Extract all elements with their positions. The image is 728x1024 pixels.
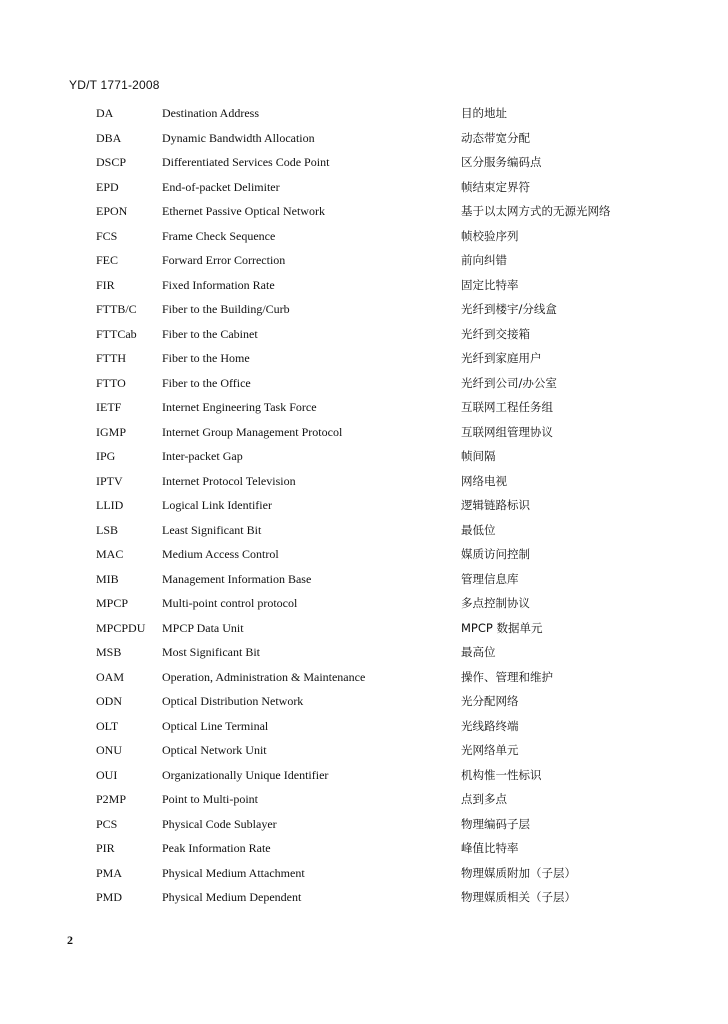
chinese-translation: 机构惟一性标识 (461, 767, 542, 782)
english-expansion: Physical Medium Attachment (162, 865, 305, 880)
abbreviation-row (0, 788, 728, 813)
abbreviation-row (0, 249, 728, 274)
abbreviation-row (0, 494, 728, 519)
abbreviation-term: PMD (96, 890, 123, 904)
abbreviation-term: FEC (96, 253, 119, 267)
abbreviation-row (0, 715, 728, 740)
english-expansion: Point to Multi-point (162, 792, 259, 806)
abbreviation-row (0, 617, 728, 642)
abbreviation-row (0, 127, 728, 152)
chinese-translation: 光纤到公司/办公室 (461, 375, 557, 390)
chinese-translation: 光纤到家庭用户 (461, 351, 542, 365)
abbreviation-row (0, 764, 728, 789)
abbreviation-row (0, 592, 728, 617)
abbreviation-term: IPTV (96, 473, 123, 488)
english-expansion: Fiber to the Cabinet (162, 326, 258, 341)
abbreviation-term: LSB (96, 522, 119, 537)
abbreviation-term: OAM (96, 669, 125, 684)
english-expansion: Internet Protocol Television (162, 473, 296, 488)
abbreviation-term: LLID (96, 498, 124, 512)
abbreviation-term: ONU (96, 743, 122, 757)
english-expansion: Fixed Information Rate (162, 277, 275, 292)
chinese-translation: 管理信息库 (461, 571, 519, 586)
abbreviation-row (0, 421, 728, 446)
abbreviation-term: IGMP (96, 424, 127, 439)
abbreviation-term: IETF (96, 400, 122, 414)
abbreviation-row (0, 396, 728, 421)
abbreviation-term: FCS (96, 228, 118, 243)
chinese-translation: 峰值比特率 (461, 841, 519, 855)
chinese-translation: 媒质访问控制 (461, 547, 530, 561)
english-expansion: Optical Network Unit (162, 743, 267, 757)
chinese-translation: 网络电视 (461, 473, 507, 488)
abbreviation-row (0, 102, 728, 127)
chinese-translation: 最低位 (461, 522, 496, 537)
english-expansion: Ethernet Passive Optical Network (162, 204, 325, 218)
abbreviation-term: EPON (96, 204, 128, 218)
abbreviation-term: MPCPDU (96, 620, 146, 635)
abbreviation-term: IPG (96, 449, 116, 463)
english-expansion: Logical Link Identifier (162, 498, 272, 512)
abbreviation-term: MPCP (96, 596, 129, 610)
english-expansion: Fiber to the Home (162, 351, 250, 365)
page-number: 2 (67, 933, 73, 947)
english-expansion: Management Information Base (162, 571, 312, 586)
abbreviation-term: FTTO (96, 375, 126, 390)
english-expansion: Internet Group Management Protocol (162, 424, 343, 439)
english-expansion: End-of-packet Delimiter (162, 179, 280, 194)
chinese-translation: 基于以太网方式的无源光网络 (461, 204, 611, 218)
abbreviation-term: DSCP (96, 155, 127, 169)
abbreviation-term: P2MP (96, 792, 127, 806)
abbreviation-row (0, 323, 728, 348)
english-expansion: MPCP Data Unit (162, 620, 244, 635)
abbreviation-row (0, 666, 728, 691)
english-expansion: Forward Error Correction (162, 253, 286, 267)
abbreviation-row (0, 886, 728, 911)
chinese-translation: 前向纠错 (461, 253, 507, 267)
abbreviation-row (0, 739, 728, 764)
chinese-translation: 目的地址 (461, 106, 507, 120)
chinese-translation: 物理媒质相关（子层） (461, 890, 576, 904)
chinese-translation: 光纤到交接箱 (461, 326, 530, 341)
abbreviation-term: MIB (96, 571, 119, 586)
english-expansion: Destination Address (162, 106, 259, 120)
chinese-translation: 动态带宽分配 (461, 130, 530, 145)
abbreviation-row (0, 347, 728, 372)
abbreviation-term: FTTB/C (96, 302, 137, 316)
english-expansion: Internet Engineering Task Force (162, 400, 317, 414)
abbreviation-row (0, 641, 728, 666)
english-expansion: Physical Medium Dependent (162, 890, 302, 904)
abbreviation-term: MSB (96, 645, 122, 659)
chinese-translation: 光网络单元 (461, 743, 519, 757)
chinese-translation: 最高位 (461, 645, 496, 659)
english-expansion: Physical Code Sublayer (162, 816, 277, 831)
abbreviation-row (0, 225, 728, 250)
chinese-translation: 多点控制协议 (461, 596, 530, 610)
abbreviation-row (0, 274, 728, 299)
english-expansion: Differentiated Services Code Point (162, 155, 330, 169)
abbreviation-row (0, 200, 728, 225)
chinese-translation: 逻辑链路标识 (461, 498, 530, 512)
chinese-translation: MPCP 数据单元 (461, 620, 543, 635)
abbreviation-term: FTTH (96, 351, 126, 365)
abbreviation-row (0, 519, 728, 544)
chinese-translation: 帧间隔 (461, 449, 496, 463)
english-expansion: Peak Information Rate (162, 841, 271, 855)
abbreviation-row (0, 543, 728, 568)
abbreviation-row (0, 862, 728, 887)
chinese-translation: 帧结束定界符 (461, 179, 530, 194)
english-expansion: Optical Distribution Network (162, 694, 304, 708)
abbreviation-term: DBA (96, 130, 122, 145)
chinese-translation: 光分配网络 (461, 694, 519, 708)
english-expansion: Most Significant Bit (162, 645, 261, 659)
abbreviation-list (0, 102, 728, 911)
english-expansion: Medium Access Control (162, 547, 279, 561)
chinese-translation: 物理媒质附加（子层） (461, 865, 576, 880)
abbreviation-term: PCS (96, 816, 118, 831)
english-expansion: Operation, Administration & Maintenance (162, 669, 366, 684)
abbreviation-term: DA (96, 106, 114, 120)
abbreviation-term: EPD (96, 179, 119, 194)
chinese-translation: 互联网工程任务组 (461, 400, 553, 414)
abbreviation-row (0, 837, 728, 862)
abbreviation-term: PIR (96, 841, 115, 855)
chinese-translation: 光纤到楼宇/分线盒 (461, 302, 557, 316)
english-expansion: Frame Check Sequence (162, 228, 276, 243)
abbreviation-term: ODN (96, 694, 122, 708)
abbreviation-row (0, 298, 728, 323)
chinese-translation: 区分服务编码点 (461, 155, 542, 169)
abbreviation-row (0, 813, 728, 838)
english-expansion: Multi-point control protocol (162, 596, 298, 610)
english-expansion: Dynamic Bandwidth Allocation (162, 130, 315, 145)
english-expansion: Least Significant Bit (162, 522, 262, 537)
abbreviation-term: FTTCab (96, 326, 137, 341)
chinese-translation: 帧校验序列 (461, 228, 519, 243)
abbreviation-term: OLT (96, 718, 119, 733)
english-expansion: Inter-packet Gap (162, 449, 243, 463)
abbreviation-row (0, 470, 728, 495)
chinese-translation: 互联网组管理协议 (461, 424, 553, 439)
abbreviation-row (0, 176, 728, 201)
abbreviation-term: OUI (96, 767, 118, 782)
english-expansion: Optical Line Terminal (162, 718, 269, 733)
chinese-translation: 点到多点 (461, 792, 507, 806)
abbreviation-term: PMA (96, 865, 123, 880)
chinese-translation: 光线路终端 (461, 718, 519, 733)
abbreviation-row (0, 151, 728, 176)
abbreviation-row (0, 445, 728, 470)
abbreviation-term: FIR (96, 277, 115, 292)
chinese-translation: 操作、管理和维护 (461, 669, 553, 684)
abbreviation-row (0, 568, 728, 593)
chinese-translation: 物理编码子层 (461, 816, 530, 831)
english-expansion: Organizationally Unique Identifier (162, 767, 329, 782)
english-expansion: Fiber to the Building/Curb (162, 302, 290, 316)
chinese-translation: 固定比特率 (461, 277, 519, 292)
abbreviation-row (0, 690, 728, 715)
english-expansion: Fiber to the Office (162, 375, 251, 390)
abbreviation-term: MAC (96, 547, 124, 561)
abbreviation-row (0, 372, 728, 397)
standard-number-header: YD/T 1771-2008 (69, 78, 160, 92)
